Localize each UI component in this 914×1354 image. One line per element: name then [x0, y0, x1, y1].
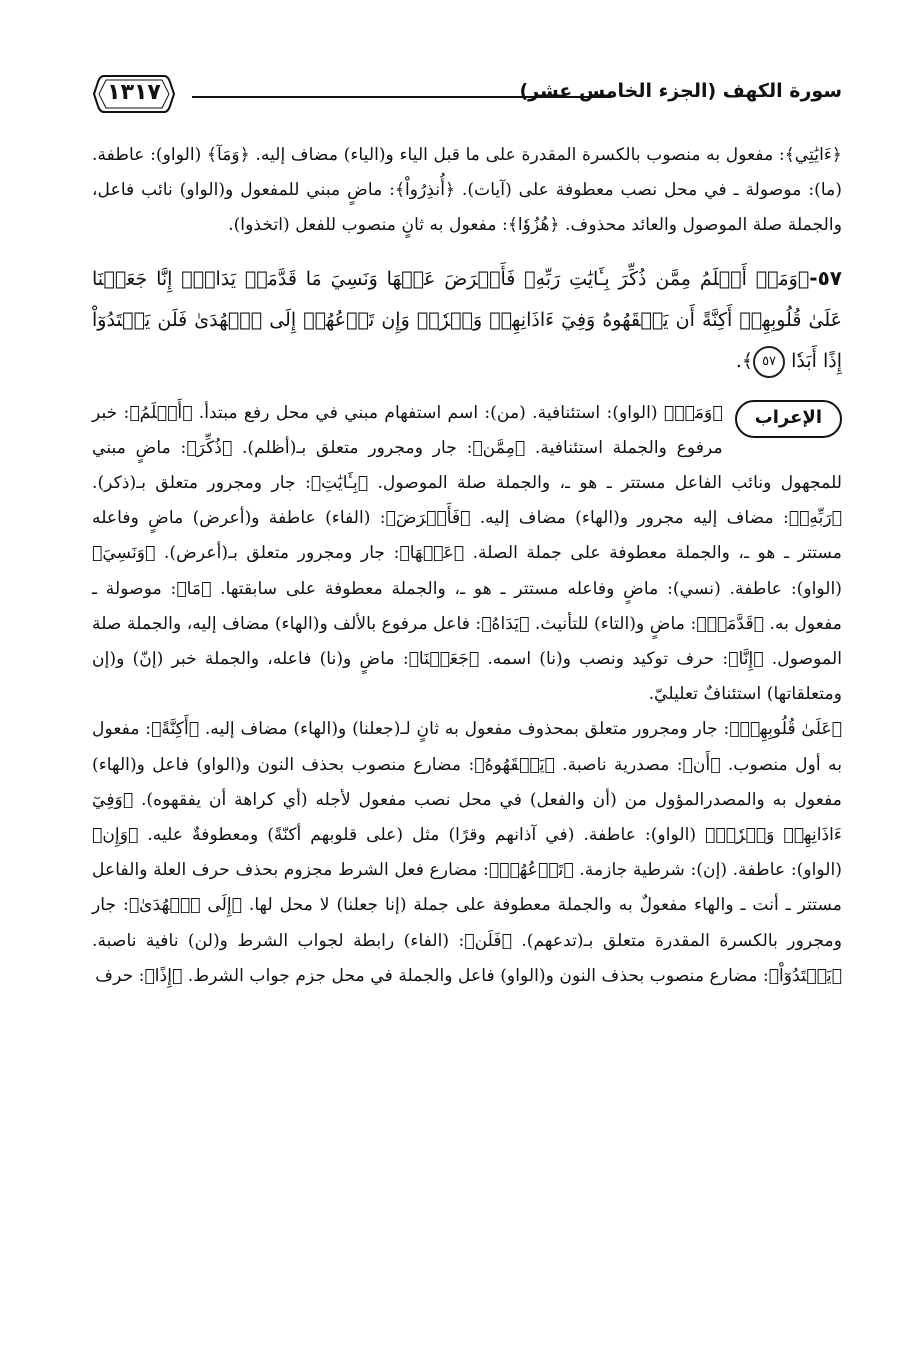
irab-heading-badge: الإعراب [735, 400, 842, 438]
running-header-title: سورة الكهف (الجزء الخامس عشر) [519, 80, 842, 102]
ayah-end-marker: ٥٧ [753, 346, 785, 378]
irab-paragraph [92, 396, 842, 713]
page-number-frame [92, 72, 176, 116]
irab-paragraph-2: ﴿عَلَىٰ قُلُوبِهِمۡ﴾: جار ومجرور متعلق بمحذوف مفعول به ثانٍ لـ(جعلنا) و(الهاء) مضاف إليه. ﴿أَكِنَّةً﴾: مفعول به أول منصوب. ﴿أَن﴾: مصدرية ناصبة. ﴿يَفۡقَهُوهُ﴾: مضارع منصوب بحذف النون و(الواو) فاعل و(الهاء) مفعول به والمصدرالمؤول من (أن والفعل) في محل نصب مفعول لأجله (أي كراهة أن يفقهوه). ﴿وَفِيٓ ءَاذَانِهِمۡ وَقۡرٗاۖ﴾ (الواو): عاطفة. (في آذانهم وقرًا) مثل (على قلوبهم أكنّةً) ومعطوفةٌ عليه. ﴿وَإِن﴾ (الواو): عاطفة. (إن): شرطية جازمة. ﴿تَدۡعُهُمۡ﴾: مضارع فعل الشرط مجزوم بحذف حرف العلة والفاعل مستتر ـ أنت ـ والهاء مفعولٌ به والجملة معطوفة على جملة (إنا جعلنا) لا محل لها. ﴿إِلَى ٱلۡهُدَىٰ﴾: جار ومجرور بالكسرة المقدرة متعلق بـ(تدعهم). ﴿فَلَن﴾: (الفاء) رابطة لجواب الشرط و(لن) نافية ناصبة. ﴿يَهۡتَدُوٓاْ﴾: مضارع منصوب بحذف النون و(الواو) فاعل والجملة في محل جزم جواب الشرط. ﴿إِذًا﴾: حرف [92, 719, 842, 986]
header-rule [192, 96, 612, 98]
page-content [92, 138, 842, 994]
verse-text: ﴿وَمَنۡ أَظۡلَمُ مِمَّن ذُكِّرَ بِـَٔايَٰتِ رَبِّهِۦ فَأَعۡرَضَ عَنۡهَا وَنَسِيَ مَا قَدَّمَتۡ يَدَاهُۚ إِنَّا جَعَلۡنَا عَلَىٰ قُلُوبِهِمۡ أَكِنَّةً أَن يَفۡقَهُوهُ وَفِيٓ ءَاذَانِهِمۡ وَقۡرٗاۖ وَإِن تَدۡعُهُمۡ إِلَى ٱلۡهُدَىٰ فَلَن يَهۡتَدُوٓاْ إِذًا أَبَدٗا [92, 267, 842, 372]
paragraph-continued: ﴿ءَايَٰتِي﴾: مفعول به منصوب بالكسرة المقدرة على ما قبل الياء و(الياء) مضاف إليه. ﴿وَمَآ﴾ (الواو): عاطفة. (ما): موصولة ـ في محل نصب معطوفة على (آيات). ﴿أُنذِرُواْ﴾: ماضٍ مبني للمفعول و(الواو) نائب فاعل، والجملة صلة الموصول والعائد محذوف. ﴿هُزُوٗا﴾: مفعول به ثانٍ منصوب للفعل (اتخذوا). [92, 145, 842, 236]
quran-verse-block [92, 258, 842, 382]
verse-number: ٥٧- [809, 265, 842, 290]
verse-close-bracket: ﴾. [735, 349, 754, 372]
irab-text: ﴿وَمَنۡ﴾ (الواو): استئنافية. (من): اسم استفهام مبني في محل رفع مبتدأ. ﴿أَظۡلَمُ﴾: خبر مرفوع والجملة استئنافية. ﴿مِمَّن﴾: جار ومجرور متعلق بـ(أظلم). ﴿ذُكِّرَ﴾: ماضٍ مبني للمجهول ونائب الفاعل مستتر ـ هو ـ، والجملة صلة الموصول. ﴿بِـَٔايَٰتِ﴾: جار ومجرور متعلق بـ(ذكر). ﴿رَبِّهِۦ﴾: مضاف إليه مجرور و(الهاء) مضاف إليه. ﴿فَأَعۡرَضَ﴾: (الفاء) عاطفة و(أعرض) ماضٍ وفاعله مستتر ـ هو ـ، والجملة معطوفة على جملة الصلة. ﴿عَنۡهَا﴾: جار ومجرور متعلق بـ(أعرض). ﴿وَنَسِيَ﴾ (الواو): عاطفة. (نسي): ماضٍ وفاعله مستتر ـ هو ـ، والجملة معطوفة على سابقتها. ﴿مَا﴾: موصولة ـ مفعول به. ﴿قَدَّمَتۡ﴾: ماضٍ و(التاء) للتأنيث. ﴿يَدَاهُ﴾: فاعل مرفوع بالألف و(الهاء) مضاف إليه، والجملة صلة الموصول. ﴿إِنَّا﴾: حرف توكيد ونصب و(نا) اسمه. ﴿جَعَلۡنَا﴾: ماضٍ و(نا) فاعله، والجملة خبر (إنّ) و(إن ومتعلقاتها) استئنافٌ تعليليّ. [92, 402, 842, 705]
page-header [92, 72, 842, 118]
page-number: ١٣١٧ [107, 80, 161, 105]
